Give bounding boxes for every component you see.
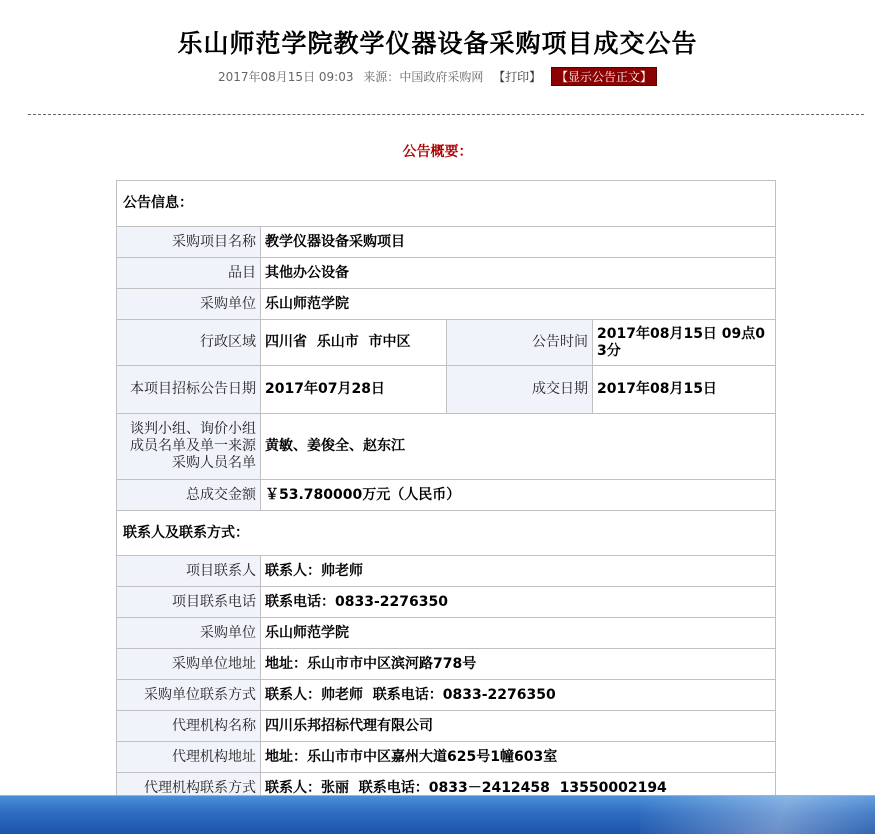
taskbar	[0, 795, 875, 834]
table-row	[117, 181, 776, 227]
value-agency: 四川乐邦招标代理有限公司	[261, 711, 776, 742]
table-row	[117, 680, 776, 711]
taskbar-glow	[640, 796, 875, 834]
value-project-phone: 联系电话：0833-2276350	[261, 587, 776, 618]
value-category: 其他办公设备	[261, 258, 776, 289]
table-row	[117, 587, 776, 618]
label-total: 总成交金额	[117, 480, 261, 511]
value-purchaser: 乐山师范学院	[261, 289, 776, 320]
label-purchaser: 采购单位	[117, 289, 261, 320]
label-notice-time: 公告时间	[447, 320, 593, 366]
value-contact-purchaser: 乐山师范学院	[261, 618, 776, 649]
value-agency-contact: 联系人：张丽 联系电话：0833－2412458 13550002194	[261, 773, 776, 804]
value-purchaser-addr: 地址：乐山市市中区滨河路778号	[261, 649, 776, 680]
value-tender-date: 2017年07月28日	[261, 366, 447, 414]
table-row	[117, 742, 776, 773]
table-row	[117, 366, 776, 414]
value-project-contact: 联系人：帅老师	[261, 556, 776, 587]
table-row	[117, 258, 776, 289]
value-region: 四川省 乐山市 市中区	[261, 320, 447, 366]
table-row	[117, 227, 776, 258]
summary-title: 公告概要：	[402, 144, 473, 160]
table-row	[117, 649, 776, 680]
table-row	[117, 618, 776, 649]
label-category: 品目	[117, 258, 261, 289]
label-agency-contact: 代理机构联系方式	[117, 773, 261, 804]
label-deal-date: 成交日期	[447, 366, 593, 414]
value-deal-date: 2017年08月15日	[593, 366, 776, 414]
label-project-phone: 项目联系电话	[117, 587, 261, 618]
source-label: 来源：	[363, 70, 400, 84]
source-name: 中国政府采购网	[399, 70, 484, 84]
dashed-divider	[28, 114, 864, 115]
label-panel: 谈判小组、询价小组成员名单及单一来源采购人员名单	[117, 414, 261, 480]
table-row	[117, 289, 776, 320]
label-purchaser-addr: 采购单位地址	[117, 649, 261, 680]
label-project-contact: 项目联系人	[117, 556, 261, 587]
meta-line	[0, 67, 875, 86]
value-panel: 黄敏、姜俊全、赵东江	[261, 414, 776, 480]
print-link[interactable]: 【打印】	[493, 70, 542, 84]
table-row	[117, 414, 776, 480]
source	[363, 70, 483, 84]
page-title: 乐山师范学院教学仪器设备采购项目成交公告	[177, 29, 698, 58]
label-tender-date: 本项目招标公告日期	[117, 366, 261, 414]
value-agency-addr: 地址：乐山市市中区嘉州大道625号1幢603室	[261, 742, 776, 773]
section-contact: 联系人及联系方式：	[117, 511, 776, 556]
show-notice-button[interactable]: 【显示公告正文】	[551, 67, 657, 86]
value-notice-time: 2017年08月15日 09点03分	[593, 320, 776, 366]
label-agency-addr: 代理机构地址	[117, 742, 261, 773]
label-project-name: 采购项目名称	[117, 227, 261, 258]
table-row	[117, 511, 776, 556]
publish-date: 2017年08月15日 09:03	[217, 70, 354, 84]
label-contact-purchaser: 采购单位	[117, 618, 261, 649]
value-purchaser-contact: 联系人：帅老师 联系电话：0833-2276350	[261, 680, 776, 711]
table-row	[117, 556, 776, 587]
label-region: 行政区域	[117, 320, 261, 366]
table-row	[117, 711, 776, 742]
value-project-name: 教学仪器设备采购项目	[261, 227, 776, 258]
label-purchaser-contact: 采购单位联系方式	[117, 680, 261, 711]
table-row	[117, 480, 776, 511]
section-notice-info: 公告信息：	[117, 181, 776, 227]
value-total: ￥53.780000万元（人民币）	[261, 480, 776, 511]
notice-info-table	[116, 180, 776, 804]
table-row	[117, 320, 776, 366]
label-agency: 代理机构名称	[117, 711, 261, 742]
